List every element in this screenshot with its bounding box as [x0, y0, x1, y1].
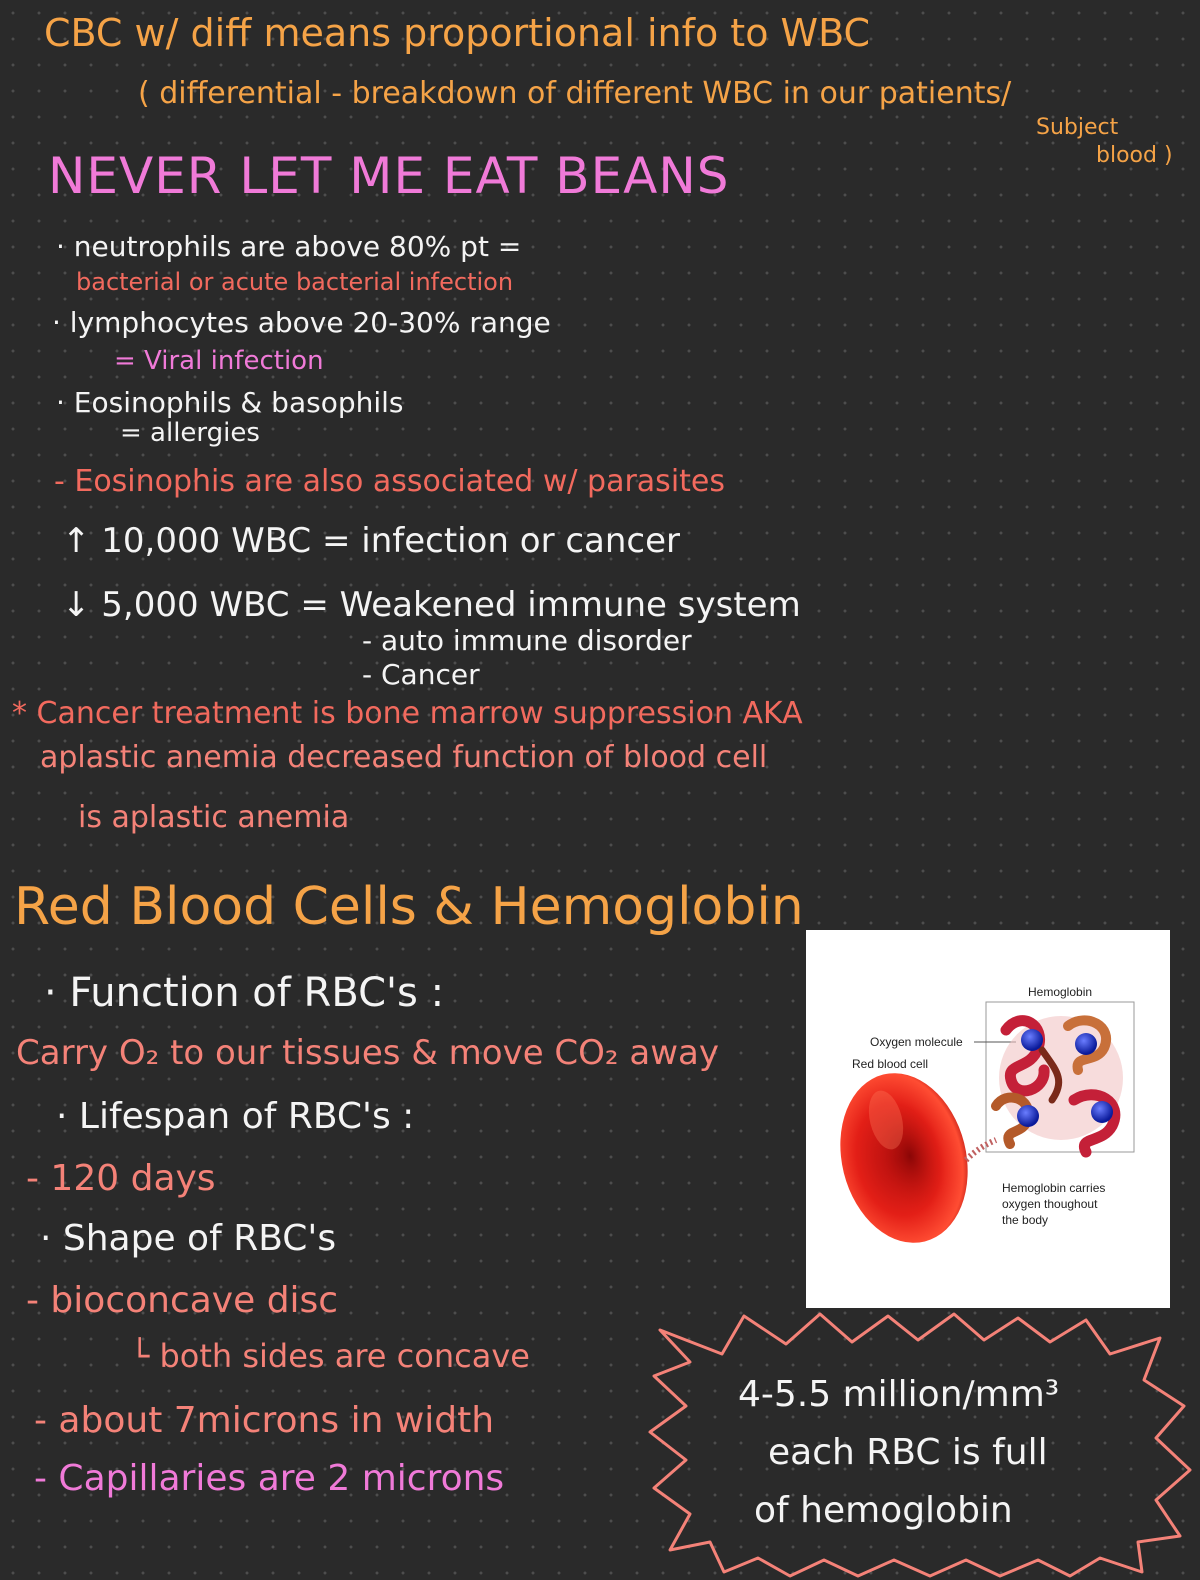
rbc-lifespan-value: - 120 days	[26, 1158, 216, 1199]
eos-baso-result: = allergies	[120, 418, 260, 448]
hemoglobin-figure	[806, 930, 1170, 1308]
eos-parasites-note: - Eosinophis are also associated w/ parasites	[54, 464, 726, 499]
cbc-line-2: ( differential - breakdown of different WBC in our patients/	[138, 76, 1012, 111]
lymphocytes-note: · lymphocytes above 20-30% range	[52, 306, 551, 339]
red-blood-cell-label: Red blood cell	[852, 1057, 929, 1071]
cbc-line-3: Subject	[1036, 115, 1119, 140]
capillaries-value: - Capillaries are 2 microns	[34, 1458, 505, 1499]
red-blood-cell-shape	[823, 1060, 985, 1257]
cancer-treatment-line-3: is aplastic anemia	[78, 800, 350, 835]
high-wbc-note: ↑ 10,000 WBC = infection or cancer	[62, 521, 681, 561]
rbc-shape-value: - bioconcave disc	[26, 1280, 339, 1321]
callout-line-3: of hemoglobin	[754, 1490, 1013, 1531]
neutrophils-note: · neutrophils are above 80% pt =	[56, 230, 522, 263]
figure-caption-3: the body	[1002, 1213, 1049, 1227]
figure-caption-2: oxygen thoughout	[1002, 1197, 1098, 1211]
low-wbc-item-2: - Cancer	[362, 658, 480, 691]
rbc-lifespan-label: · Lifespan of RBC's :	[56, 1096, 415, 1137]
hemoglobin-illustration	[806, 930, 1170, 1308]
cancer-treatment-line-1: * Cancer treatment is bone marrow suppression AKA	[12, 696, 803, 731]
rbc-heading: Red Blood Cells & Hemoglobin	[14, 877, 804, 937]
rbc-function-label: · Function of RBC's :	[44, 970, 445, 1016]
callout-line-1: 4-5.5 million/mm³	[738, 1374, 1060, 1415]
cbc-line-4: blood )	[1096, 143, 1173, 168]
rbc-function-value: Carry O₂ to our tissues & move CO₂ away	[16, 1033, 719, 1073]
low-wbc-item-1: - auto immune disorder	[362, 624, 692, 657]
lymphocytes-result: = Viral infection	[114, 346, 324, 376]
cancer-treatment-line-2: aplastic anemia decreased function of blood cell	[40, 740, 768, 775]
hemoglobin-label: Hemoglobin	[1028, 985, 1093, 999]
rbc-shape-note: └ both sides are concave	[130, 1337, 530, 1375]
figure-caption-1: Hemoglobin carries	[1002, 1181, 1106, 1195]
oxygen-molecule-label: Oxygen molecule	[870, 1035, 963, 1049]
callout-starburst	[640, 1310, 1196, 1578]
cbc-line-1: CBC w/ diff means proportional info to WBC	[44, 11, 871, 55]
neutrophils-result: bacterial or acute bacterial infection	[76, 268, 514, 296]
mnemonic-heading: NEVER LET ME EAT BEANS	[48, 147, 730, 205]
low-wbc-note: ↓ 5,000 WBC = Weakened immune system	[62, 585, 801, 625]
callout-line-2: each RBC is full	[768, 1432, 1048, 1473]
hemoglobin-protein	[996, 1016, 1123, 1152]
rbc-width-value: - about 7microns in width	[34, 1400, 495, 1441]
rbc-shape-label: · Shape of RBC's	[40, 1218, 337, 1259]
zoom-link	[966, 1140, 996, 1160]
eos-baso-note: · Eosinophils & basophils	[56, 386, 404, 419]
